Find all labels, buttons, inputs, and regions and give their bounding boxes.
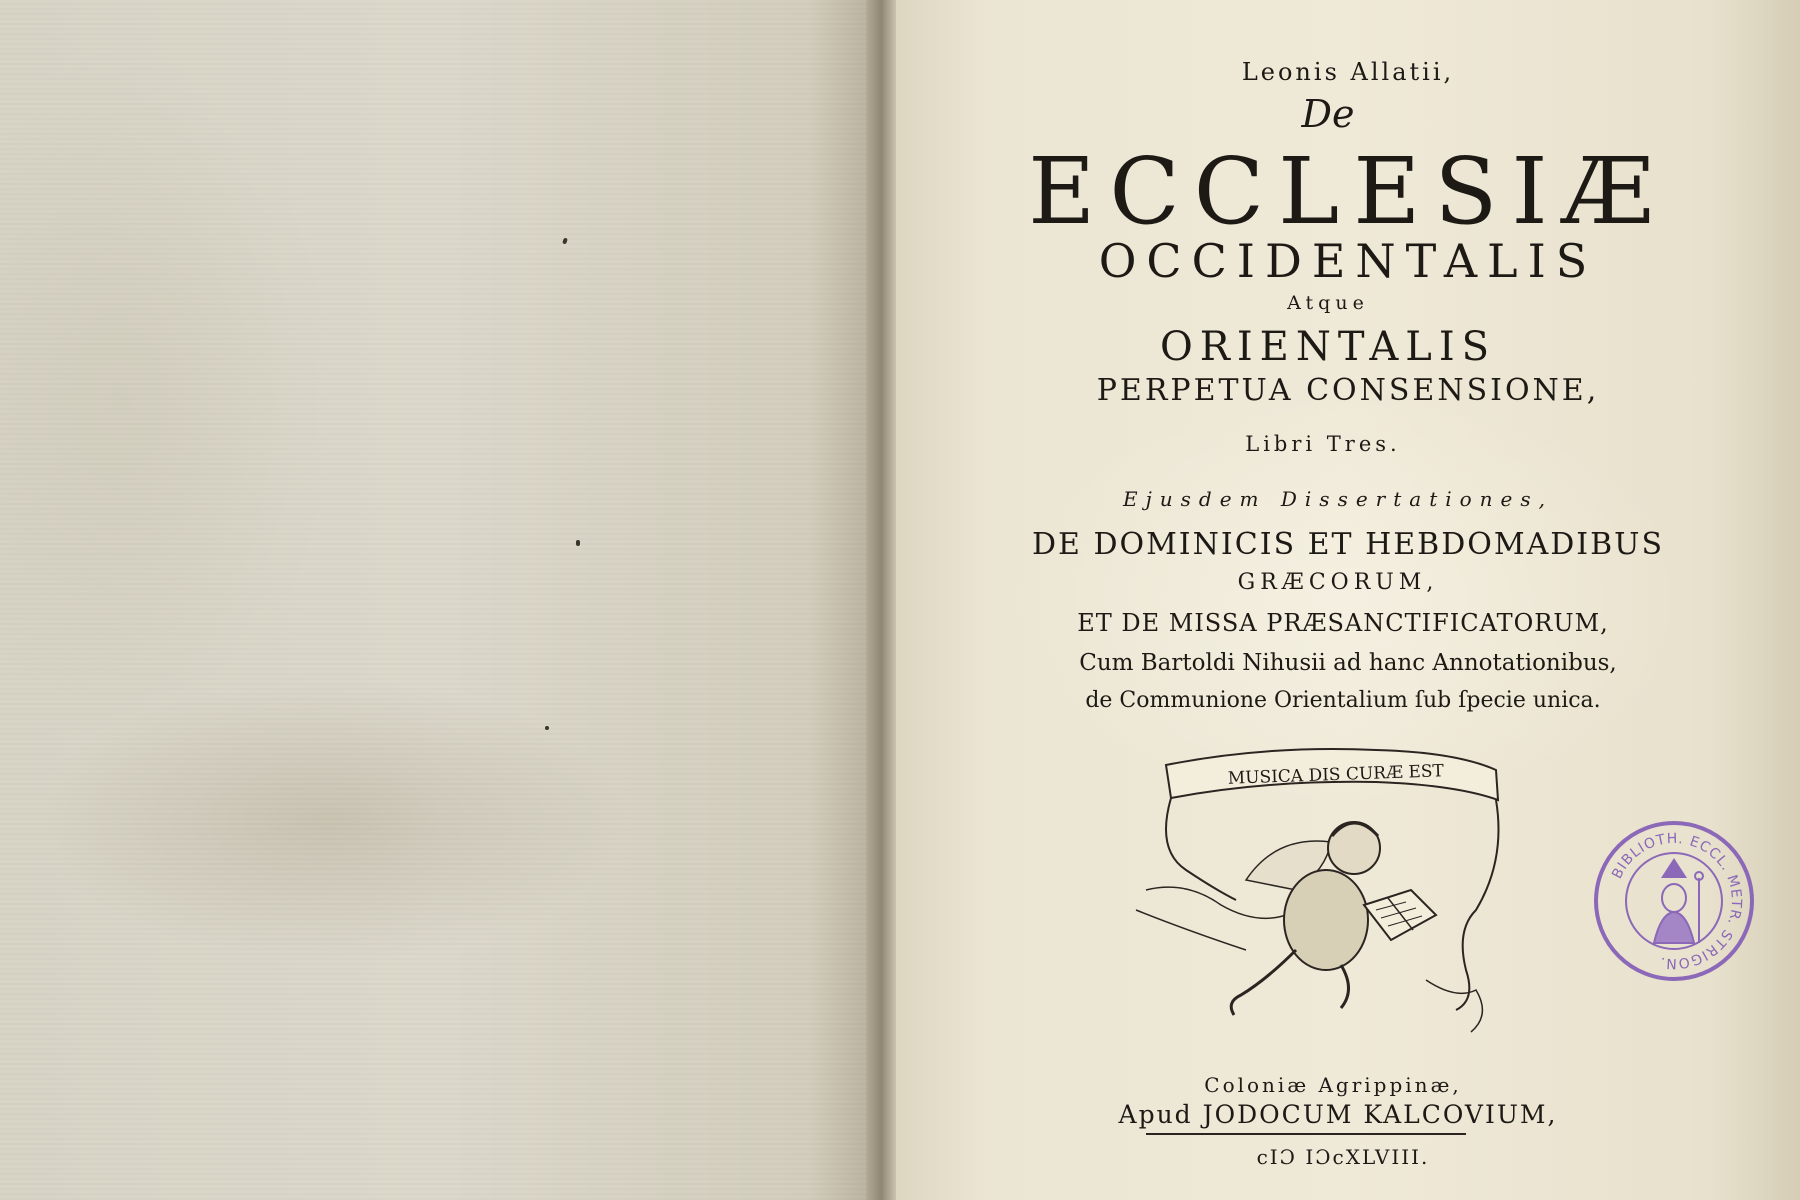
orientalis-line: ORIENTALIS [1159,324,1497,370]
ink-speck [576,540,580,546]
author-line: Leonis Allatii, [1241,58,1455,86]
libri-line: Libri Tres. [1245,432,1401,456]
ecclesiae-line: ECCLESIÆ [1028,138,1668,245]
library-stamp [1591,818,1757,984]
putto-ornament [1126,740,1586,1040]
imprint-rule [1146,1133,1466,1135]
svg-text:MUSICA DIS CURÆ EST: MUSICA DIS CURÆ EST [1227,761,1445,789]
perpetua-line: PERPETUA CONSENSIONE, [1096,373,1600,408]
blank-endpaper [0,0,878,1200]
book-gutter [866,0,900,1200]
atque-line: Atque [1287,292,1369,314]
cum-bartoldi-line: Cum Bartoldi Nihusii ad hanc Annotationibus, [1079,650,1617,676]
de-line: De [1301,92,1355,136]
ink-speck [562,237,568,244]
ink-speck [545,726,549,730]
imprint-year: cIƆ IƆcXLVIII. [1256,1145,1430,1169]
imprint-printer: Apud JODOCUM KALCOVIUM, [1118,1100,1558,1129]
communione-line: de Communione Orientalium ſub ſpecie unica. [1085,688,1601,713]
ejusdem-line: Ejusdem Dissertationes, [1122,487,1554,511]
imprint-place: Coloniæ Agrippinæ, [1204,1073,1462,1097]
graecorum-line: GRÆCORUM, [1237,570,1439,595]
missa-line: ET DE MISSA PRÆSANCTIFICATORUM, [1077,609,1609,637]
svg-text:BIBLIOTH. ECCL. METR. STRIGON.: BIBLIOTH. ECCL. METR. STRIGON. [1609,830,1745,972]
title-page [896,0,1800,1200]
occidentalis-line: OCCIDENTALIS [1098,234,1598,288]
dominicis-line: DE DOMINICIS ET HEBDOMADIBUS [1031,527,1665,562]
